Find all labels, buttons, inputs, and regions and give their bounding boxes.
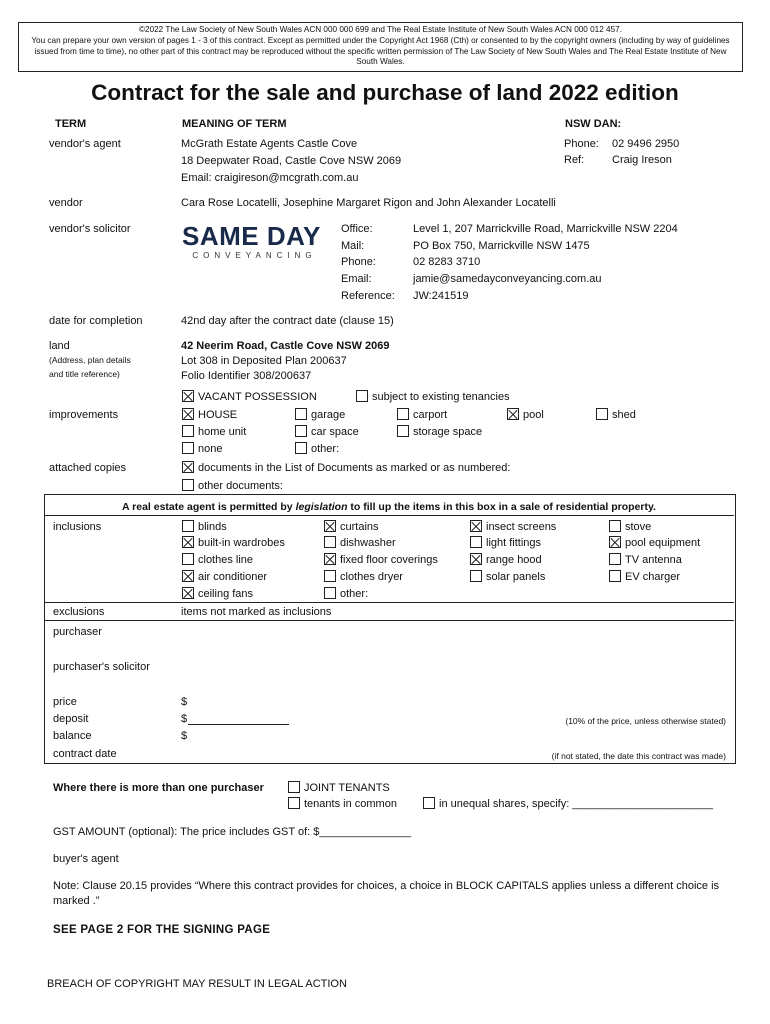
improvement-car-space-checkbox[interactable] <box>295 425 359 439</box>
solicitor-value: jamie@samedayconveyancing.com.au <box>413 273 602 285</box>
inclusion-pool-equipment-label: pool equipment <box>625 537 701 549</box>
term-improvements: improvements <box>49 409 119 421</box>
inclusion-tv-antenna-label: TV antenna <box>625 554 682 566</box>
divider <box>45 620 734 621</box>
term-attached-copies: attached copies <box>49 462 127 474</box>
solicitor-value: Level 1, 207 Marrickville Road, Marrickville NSW 2204 <box>413 223 678 235</box>
checkbox-icon[interactable] <box>288 797 300 809</box>
checkbox-icon[interactable] <box>609 520 621 532</box>
existing-tenancies-label: subject to existing tenancies <box>372 391 510 403</box>
term-deposit: deposit <box>53 713 89 725</box>
improvement-home-unit-label: home unit <box>198 426 247 438</box>
checkbox-icon[interactable] <box>609 570 621 582</box>
inclusion-clothes-dryer-checkbox[interactable] <box>324 570 403 584</box>
solicitor-label: Email: <box>341 273 372 285</box>
joint-tenants-label: JOINT TENANTS <box>304 782 390 794</box>
checkbox-icon[interactable] <box>470 570 482 582</box>
inclusion-range-hood-label: range hood <box>486 554 542 566</box>
other-documents-label: other documents: <box>198 480 283 492</box>
solicitor-label: Mail: <box>341 240 365 252</box>
sameday-conveyancing-logo <box>182 223 327 263</box>
checkbox-icon[interactable] <box>182 390 194 402</box>
land-subnote-1: (Address, plan details <box>49 355 131 365</box>
inclusion-light-fittings-label: light fittings <box>486 537 542 549</box>
inclusion-solar-panels-label: solar panels <box>486 571 546 583</box>
header-meaning: MEANING OF TERM <box>182 118 287 130</box>
checkbox-icon[interactable] <box>609 553 621 565</box>
checkbox-icon[interactable] <box>324 570 336 582</box>
land-address: 42 Neerim Road, Castle Cove NSW 2069 <box>181 340 390 352</box>
header-term: TERM <box>55 118 87 130</box>
documents-list-checkbox[interactable] <box>182 461 510 475</box>
improvement-house-label: HOUSE <box>198 409 238 421</box>
checkbox-icon[interactable] <box>295 408 307 420</box>
agent-ref-label: Ref: <box>564 154 585 166</box>
checkbox-icon[interactable] <box>182 587 194 599</box>
agent-phone-label: Phone: <box>564 138 599 150</box>
checkbox-icon[interactable] <box>507 408 519 420</box>
improvement-none-checkbox[interactable] <box>182 442 222 456</box>
improvement-garage-checkbox[interactable] <box>295 408 345 422</box>
inclusion-built-in-wardrobes-label: built-in wardrobes <box>198 537 285 549</box>
term-completion: date for completion <box>49 315 143 327</box>
breach-notice: BREACH OF COPYRIGHT MAY RESULT IN LEGAL ACTION <box>47 978 347 990</box>
deposit-note: (10% of the price, unless otherwise stated) <box>565 716 726 726</box>
inclusion-ev-charger-label: EV charger <box>625 571 681 583</box>
exclusions-value: items not marked as inclusions <box>181 606 332 618</box>
improvement-garage-label: garage <box>311 409 346 421</box>
inclusion-stove-label: stove <box>625 521 652 533</box>
vendor-names: Cara Rose Locatelli, Josephine Margaret Rigon and John Alexander Locatelli <box>181 197 556 209</box>
deposit-underline <box>188 724 289 725</box>
balance-dollar: $ <box>181 730 188 742</box>
tenants-in-common-label: tenants in common <box>304 798 397 810</box>
copyright-line-2: You can prepare your own version of pages 1 - 3 of this contract. Except as permitted under the Copyright Act 1968 (Cth) or consented to by the copyright owners (including by way of guidelines issued from time to time), no other part of this contract may be reproduced without the specific written permission of The Law Society of New South Wales and The Real Estate Institute of New South Wales. <box>31 35 730 67</box>
term-exclusions: exclusions <box>53 606 105 618</box>
gst-amount: GST AMOUNT (optional): The price includes GST of: $_______________ <box>53 826 412 838</box>
improvement-shed-label: shed <box>612 409 636 421</box>
checkbox-icon[interactable] <box>295 425 307 437</box>
checkbox-icon[interactable] <box>182 425 194 437</box>
improvement-carport-label: carport <box>413 409 448 421</box>
inclusion-other-checkbox[interactable] <box>324 587 368 601</box>
logo-main-text: SAME DAY <box>182 221 321 251</box>
joint-tenants-checkbox[interactable] <box>288 781 390 795</box>
checkbox-icon[interactable] <box>423 797 435 809</box>
term-purchaser: purchaser <box>53 626 102 638</box>
checkbox-icon[interactable] <box>397 408 409 420</box>
inclusion-insect-screens-checkbox[interactable] <box>470 520 556 534</box>
checkbox-icon[interactable] <box>324 520 336 532</box>
solicitor-value: JW:241519 <box>413 290 469 302</box>
improvement-shed-checkbox[interactable] <box>596 408 636 422</box>
inclusion-dishwasher-checkbox[interactable] <box>324 536 396 550</box>
unequal-shares-label: in unequal shares, specify: _______________________ <box>439 798 714 810</box>
divider <box>45 602 734 603</box>
agent-phone: 02 9496 2950 <box>612 138 680 150</box>
inclusion-insect-screens-label: insect screens <box>486 521 557 533</box>
inclusion-range-hood-checkbox[interactable] <box>470 553 542 567</box>
inclusion-clothes-line-checkbox[interactable] <box>182 553 253 567</box>
inclusion-clothes-dryer-label: clothes dryer <box>340 571 403 583</box>
checkbox-icon[interactable] <box>182 408 194 420</box>
contract-date-note: (if not stated, the date this contract was made) <box>551 751 726 761</box>
term-price: price <box>53 696 77 708</box>
copyright-line-1: ©2022 The Law Society of New South Wales ACN 000 000 699 and The Real Estate Institute of New South Wales ACN 000 012 457. <box>138 25 622 34</box>
solicitor-value: PO Box 750, Marrickville NSW 1475 <box>413 240 590 252</box>
checkbox-icon[interactable] <box>596 408 608 420</box>
checkbox-icon[interactable] <box>470 520 482 532</box>
inclusion-tv-antenna-checkbox[interactable] <box>609 553 682 567</box>
checkbox-icon[interactable] <box>356 390 368 402</box>
checkbox-icon[interactable] <box>182 442 194 454</box>
divider <box>45 515 734 516</box>
agent-address: 18 Deepwater Road, Castle Cove NSW 2069 <box>181 155 402 167</box>
inclusion-stove-checkbox[interactable] <box>609 520 651 534</box>
inclusion-air-conditioner-label: air conditioner <box>198 571 268 583</box>
term-purchasers-solicitor: purchaser's solicitor <box>53 661 150 673</box>
term-vendor: vendor <box>49 197 83 209</box>
logo-sub-text: CONVEYANCING <box>192 251 317 260</box>
documents-list-label: documents in the List of Documents as marked or as numbered: <box>198 462 511 474</box>
header-dan: NSW DAN: <box>565 118 622 130</box>
checkbox-icon[interactable] <box>182 570 194 582</box>
unequal-shares-checkbox[interactable] <box>423 797 713 811</box>
checkbox-icon[interactable] <box>182 461 194 473</box>
solicitor-label: Phone: <box>341 256 376 268</box>
improvement-pool-label: pool <box>523 409 544 421</box>
checkbox-icon[interactable] <box>470 536 482 548</box>
checkbox-icon[interactable] <box>324 553 336 565</box>
improvement-other-checkbox[interactable] <box>295 442 339 456</box>
improvement-storage-space-label: storage space <box>413 426 483 438</box>
checkbox-icon[interactable] <box>182 553 194 565</box>
improvement-carport-checkbox[interactable] <box>397 408 447 422</box>
land-subnote-2: and title reference) <box>49 369 120 379</box>
inclusion-ceiling-fans-label: ceiling fans <box>198 588 254 600</box>
price-dollar: $ <box>181 696 188 708</box>
checkbox-icon[interactable] <box>182 479 194 491</box>
inclusion-ceiling-fans-checkbox[interactable] <box>182 587 253 601</box>
improvement-none-label: none <box>198 443 223 455</box>
agent-box-heading: A real estate agent is permitted by legislation to fill up the items in this box in a sale of residential property. <box>122 501 656 513</box>
completion-value: 42nd day after the contract date (clause 15) <box>181 315 394 327</box>
term-vendors-solicitor: vendor's solicitor <box>49 223 131 235</box>
checkbox-icon[interactable] <box>609 536 621 548</box>
existing-tenancies-checkbox[interactable] <box>356 390 510 404</box>
term-balance: balance <box>53 730 92 742</box>
deposit-dollar: $ <box>181 713 188 725</box>
improvement-home-unit-checkbox[interactable] <box>182 425 246 439</box>
buyers-agent-label: buyer's agent <box>53 853 119 865</box>
agent-email: Email: craigireson@mcgrath.com.au <box>181 172 359 184</box>
inclusion-curtains-label: curtains <box>340 521 379 533</box>
vacant-possession-label: VACANT POSSESSION <box>198 391 317 403</box>
checkbox-icon[interactable] <box>288 781 300 793</box>
improvement-pool-checkbox[interactable] <box>507 408 544 422</box>
term-inclusions: inclusions <box>53 521 102 533</box>
improvement-other-label: other: <box>311 443 340 455</box>
inclusion-air-conditioner-checkbox[interactable] <box>182 570 267 584</box>
improvement-storage-space-checkbox[interactable] <box>397 425 482 439</box>
page-title: Contract for the sale and purchase of land 2022 edition <box>91 80 679 105</box>
inclusion-light-fittings-checkbox[interactable] <box>470 536 541 550</box>
checkbox-icon[interactable] <box>182 536 194 548</box>
term-vendors-agent: vendor's agent <box>49 138 121 150</box>
land-folio: Folio Identifier 308/200637 <box>181 370 312 382</box>
inclusion-ev-charger-checkbox[interactable] <box>609 570 680 584</box>
checkbox-icon[interactable] <box>182 520 194 532</box>
checkbox-icon[interactable] <box>324 587 336 599</box>
improvement-car-space-label: car space <box>311 426 359 438</box>
term-land: land <box>49 340 70 352</box>
inclusion-pool-equipment-checkbox[interactable] <box>609 536 700 550</box>
inclusion-curtains-checkbox[interactable] <box>324 520 379 534</box>
vacant-possession-checkbox[interactable] <box>182 390 317 404</box>
inclusion-blinds-checkbox[interactable] <box>182 520 227 534</box>
improvement-house-checkbox[interactable] <box>182 408 237 422</box>
inclusion-clothes-line-label: clothes line <box>198 554 254 566</box>
inclusion-fixed-floor-coverings-checkbox[interactable] <box>324 553 438 567</box>
solicitor-label: Reference: <box>341 290 395 302</box>
checkbox-icon[interactable] <box>295 442 307 454</box>
solicitor-label: Office: <box>341 223 373 235</box>
inclusion-solar-panels-checkbox[interactable] <box>470 570 545 584</box>
inclusion-fixed-floor-coverings-label: fixed floor coverings <box>340 554 438 566</box>
signing-page-notice: SEE PAGE 2 FOR THE SIGNING PAGE <box>53 924 271 936</box>
checkbox-icon[interactable] <box>397 425 409 437</box>
copyright-notice <box>18 22 743 72</box>
solicitor-value: 02 8283 3710 <box>413 256 481 268</box>
term-contract-date: contract date <box>53 748 117 760</box>
inclusion-built-in-wardrobes-checkbox[interactable] <box>182 536 285 550</box>
agent-ref: Craig Ireson <box>612 154 672 166</box>
checkbox-icon[interactable] <box>470 553 482 565</box>
tenants-in-common-checkbox[interactable] <box>288 797 397 811</box>
more-than-one-purchaser-label: Where there is more than one purchaser <box>53 782 264 794</box>
inclusion-other-label: other: <box>340 588 369 600</box>
clause-note: Note: Clause 20.15 provides “Where this contract provides for choices, a choice in BLOCK CAPITALS applies unless a different choice is marked .” <box>53 880 720 907</box>
checkbox-icon[interactable] <box>324 536 336 548</box>
agent-name: McGrath Estate Agents Castle Cove <box>181 138 358 150</box>
inclusion-blinds-label: blinds <box>198 521 227 533</box>
inclusion-dishwasher-label: dishwasher <box>340 537 396 549</box>
other-documents-checkbox[interactable] <box>182 479 283 493</box>
land-plan: Lot 308 in Deposited Plan 200637 <box>181 355 347 367</box>
